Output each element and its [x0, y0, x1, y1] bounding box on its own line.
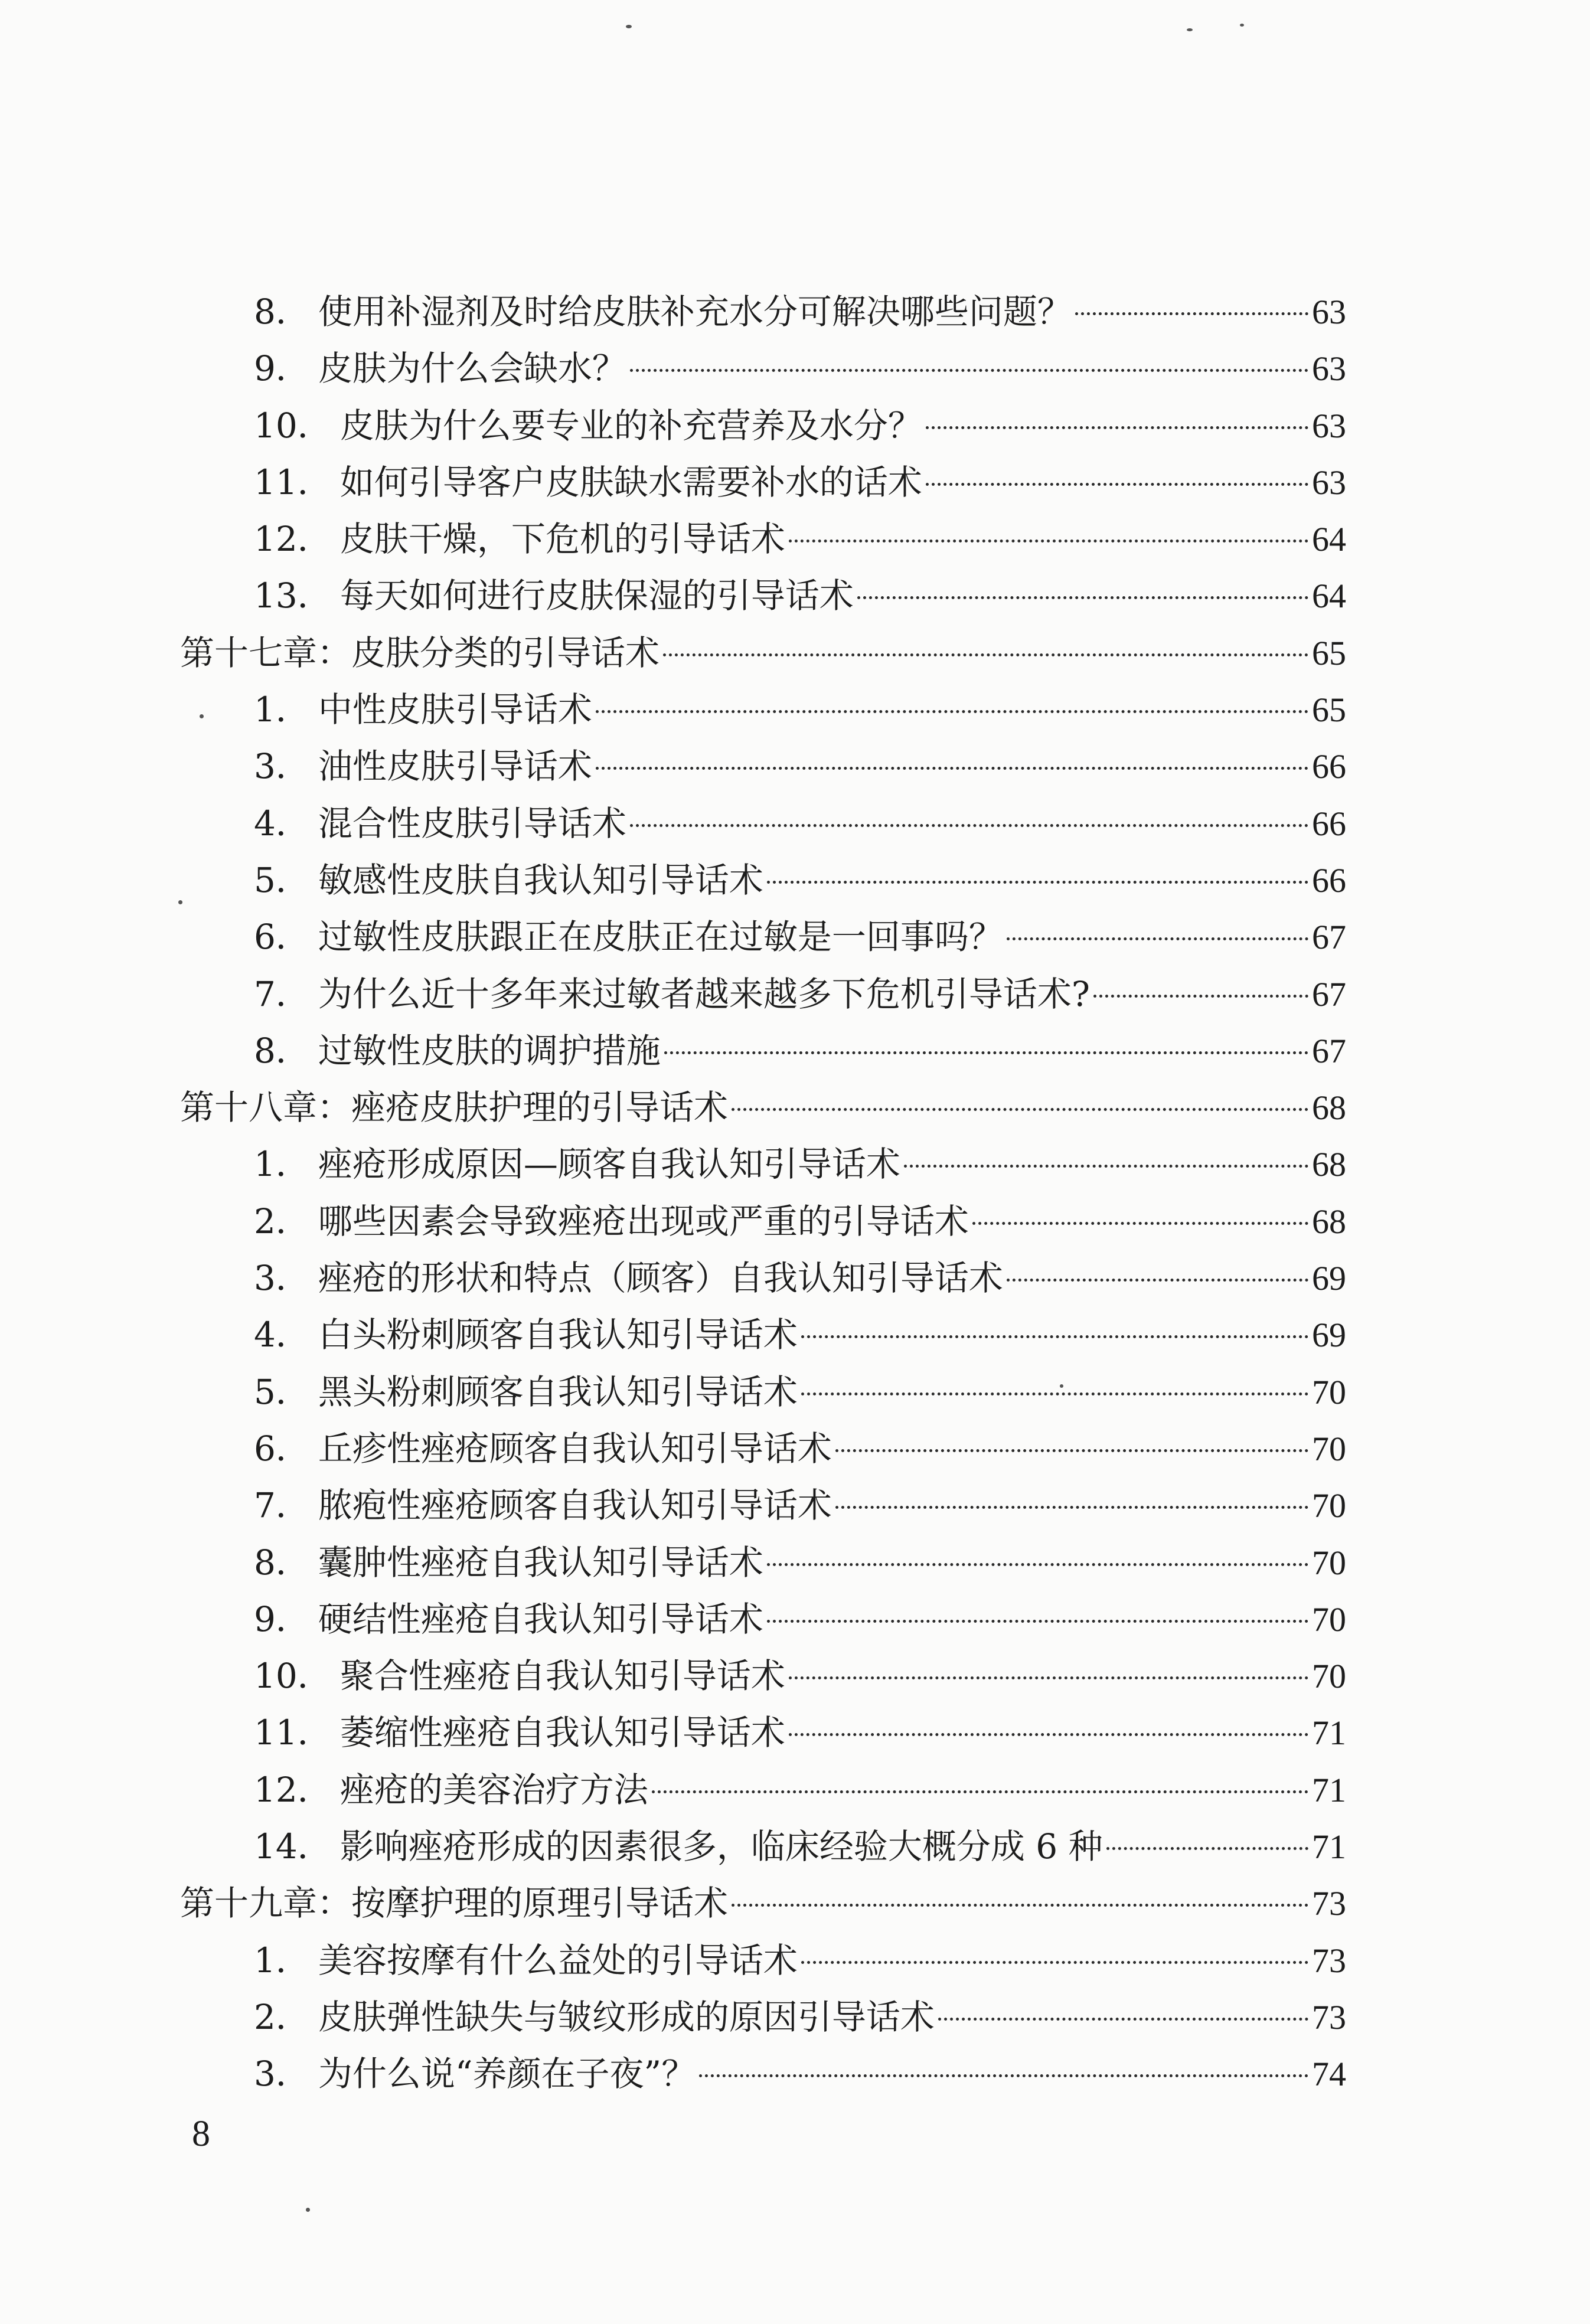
toc-page-number: 73 — [1312, 1941, 1346, 1980]
toc-item-number: 7． — [254, 1485, 310, 1526]
scan-speck — [178, 900, 182, 904]
toc-item-row — [177, 1818, 1346, 1875]
toc-chapter-row — [177, 1079, 1346, 1136]
toc-page-number: 74 — [1312, 2055, 1346, 2094]
toc-page-number: 70 — [1312, 1372, 1346, 1411]
toc-item-title: 敏感性皮肤自我认知引导话术 — [318, 859, 763, 900]
leader-dots — [767, 1563, 1308, 1566]
toc-item-number: 4． — [254, 1315, 310, 1355]
toc-chapter-title: 第十九章：按摩护理的原理引导话术 — [180, 1883, 729, 1924]
leader-dots — [732, 1108, 1308, 1111]
toc-item-row — [177, 1989, 1346, 2045]
leader-dots — [938, 2018, 1308, 2021]
toc-page-number: 70 — [1312, 1600, 1346, 1639]
toc-item-number: 13． — [254, 576, 332, 616]
toc-item-title: 影响痤疮形成的因素很多，临床经验大概分成 6 种 — [339, 1826, 1103, 1867]
toc-item-title: 过敏性皮肤跟正在皮肤正在过敏是一回事吗？ — [318, 917, 1003, 957]
toc-page-number: 63 — [1312, 463, 1346, 502]
toc-item-title: 中性皮肤引导话术 — [318, 689, 592, 730]
leader-dots — [835, 1449, 1308, 1452]
toc-item-row — [177, 397, 1346, 454]
toc-page-number: 63 — [1312, 349, 1346, 388]
toc-chapter-row — [177, 625, 1346, 681]
leader-dots — [1106, 1847, 1308, 1850]
scan-speck — [306, 2208, 310, 2212]
scan-speck — [1240, 24, 1244, 27]
toc-page-number: 67 — [1312, 975, 1346, 1014]
toc-page-number: 73 — [1312, 1884, 1346, 1923]
leader-dots — [732, 1904, 1308, 1907]
toc-item-number: 10． — [254, 1656, 332, 1697]
toc-item-row — [177, 2045, 1346, 2102]
toc-item-row — [177, 908, 1346, 965]
toc-item-row — [177, 1704, 1346, 1761]
toc-item-row — [177, 1250, 1346, 1306]
leader-dots — [789, 540, 1308, 542]
toc-page-number: 63 — [1312, 293, 1346, 331]
toc-page-number: 66 — [1312, 747, 1346, 786]
toc-page-number: 68 — [1312, 1089, 1346, 1127]
leader-dots — [596, 767, 1308, 770]
toc-item-title: 皮肤为什么会缺水？ — [318, 348, 626, 389]
toc-item-title: 脓疱性痤疮顾客自我认知引导话术 — [318, 1485, 832, 1526]
toc-item-title: 丘疹性痤疮顾客自我认知引导话术 — [318, 1428, 832, 1469]
toc-item-title: 为什么近十多年来过敏者越来越多下危机引导话术? — [318, 973, 1091, 1014]
toc-item-number: 2． — [254, 1996, 310, 2037]
toc-page-number: 69 — [1312, 1259, 1346, 1298]
toc-page-number: 68 — [1312, 1145, 1346, 1184]
toc-item-number: 1． — [254, 689, 310, 730]
toc-item-number: 3． — [254, 1258, 310, 1299]
toc-item-row — [177, 1932, 1346, 1989]
leader-dots — [926, 426, 1308, 429]
leader-dots — [1075, 312, 1308, 315]
toc-item-number: 11． — [254, 462, 332, 502]
leader-dots — [972, 1222, 1308, 1225]
toc-item-row — [177, 1136, 1346, 1192]
scan-speck — [1187, 28, 1193, 31]
toc-item-title: 聚合性痤疮自我认知引导话术 — [339, 1656, 785, 1697]
toc-item-title: 混合性皮肤引导话术 — [318, 803, 626, 844]
leader-dots — [1007, 937, 1308, 940]
toc-item-title: 硬结性痤疮自我认知引导话术 — [318, 1599, 763, 1639]
toc-item-number: 3． — [254, 2054, 310, 2094]
leader-dots — [663, 653, 1308, 656]
toc-item-number: 11． — [254, 1712, 332, 1753]
toc-item-number: 8． — [254, 292, 310, 332]
toc-item-title: 痤疮形成原因—顾客自我认知引导话术 — [318, 1144, 900, 1185]
leader-dots — [835, 1506, 1308, 1509]
toc-item-title: 皮肤干燥，下危机的引导话术 — [339, 519, 785, 560]
toc-item-row — [177, 1534, 1346, 1591]
toc-chapter-title: 第十七章：皮肤分类的引导话术 — [180, 632, 660, 673]
toc-item-title: 皮肤为什么要专业的补充营养及水分？ — [339, 405, 922, 446]
toc-item-title: 过敏性皮肤的调护措施 — [318, 1030, 661, 1071]
toc-item-number: 9． — [254, 348, 310, 389]
toc-item-row — [177, 1306, 1346, 1363]
toc-item-title: 哪些因素会导致痤疮出现或严重的引导话术 — [318, 1201, 969, 1241]
toc-item-number: 5． — [254, 859, 310, 900]
leader-dots — [630, 824, 1308, 827]
leader-dots — [801, 1393, 1308, 1395]
toc-page-number: 70 — [1312, 1657, 1346, 1696]
toc-item-row — [177, 738, 1346, 795]
toc-item-title: 萎缩性痤疮自我认知引导话术 — [339, 1712, 785, 1753]
leader-dots — [789, 1676, 1308, 1679]
toc-page-number: 63 — [1312, 406, 1346, 445]
leader-dots — [767, 881, 1308, 884]
toc-item-number: 10． — [254, 405, 332, 446]
toc-item-number: 12． — [254, 519, 332, 560]
toc-item-title: 每天如何进行皮肤保湿的引导话术 — [339, 576, 854, 616]
toc-item-row — [177, 1648, 1346, 1704]
leader-dots — [1093, 995, 1308, 998]
toc-item-number: 7． — [254, 973, 310, 1014]
table-of-contents — [177, 283, 1346, 2103]
toc-page-number: 71 — [1312, 1714, 1346, 1753]
toc-item-title: 美容按摩有什么益处的引导话术 — [318, 1940, 798, 1980]
scan-speck — [1060, 1384, 1063, 1388]
toc-item-number: 4． — [254, 803, 310, 844]
scan-speck — [200, 714, 204, 718]
leader-dots — [652, 1790, 1308, 1793]
toc-item-number: 12． — [254, 1769, 332, 1810]
toc-item-number: 5． — [254, 1371, 310, 1412]
leader-dots — [630, 369, 1308, 372]
toc-item-number: 8． — [254, 1542, 310, 1583]
toc-item-title: 痤疮的形状和特点（顾客）自我认知引导话术 — [318, 1258, 1003, 1299]
leader-dots — [926, 483, 1308, 486]
toc-page-number: 66 — [1312, 861, 1346, 900]
toc-item-row — [177, 1477, 1346, 1534]
toc-item-number: 6． — [254, 917, 310, 957]
toc-page-number: 69 — [1312, 1316, 1346, 1355]
leader-dots — [801, 1335, 1308, 1338]
toc-item-row — [177, 1761, 1346, 1818]
toc-item-row — [177, 1364, 1346, 1420]
toc-page-number: 67 — [1312, 1031, 1346, 1070]
toc-item-title: 白头粉刺顾客自我认知引导话术 — [318, 1315, 798, 1355]
leader-dots — [904, 1165, 1308, 1168]
toc-page-number: 65 — [1312, 691, 1346, 730]
toc-item-number: 14． — [254, 1826, 332, 1867]
toc-item-row — [177, 795, 1346, 852]
leader-dots — [699, 2074, 1308, 2077]
toc-item-number: 3． — [254, 746, 310, 787]
toc-chapter-row — [177, 1875, 1346, 1931]
toc-item-row — [177, 454, 1346, 511]
toc-page-number: 71 — [1312, 1828, 1346, 1867]
leader-dots — [596, 710, 1308, 713]
toc-item-row — [177, 1420, 1346, 1477]
toc-item-number: 1． — [254, 1144, 310, 1185]
toc-item-row — [177, 1193, 1346, 1250]
toc-item-number: 8． — [254, 1030, 310, 1071]
toc-item-title: 囊肿性痤疮自我认知引导话术 — [318, 1542, 763, 1583]
toc-item-row — [177, 681, 1346, 738]
toc-item-row — [177, 283, 1346, 340]
toc-page-number: 67 — [1312, 918, 1346, 957]
toc-page-number: 70 — [1312, 1486, 1346, 1525]
toc-page-number: 68 — [1312, 1202, 1346, 1241]
toc-page-number: 65 — [1312, 633, 1346, 672]
leader-dots — [789, 1733, 1308, 1736]
leader-dots — [767, 1620, 1308, 1623]
toc-item-row — [177, 852, 1346, 908]
toc-item-title: 为什么说“养颜在子夜”？ — [318, 2054, 696, 2094]
toc-item-row — [177, 1591, 1346, 1648]
toc-page-number: 71 — [1312, 1770, 1346, 1809]
toc-item-title: 皮肤弹性缺失与皱纹形成的原因引导话术 — [318, 1996, 935, 2037]
leader-dots — [664, 1051, 1308, 1054]
toc-item-title: 黑头粉刺顾客自我认知引导话术 — [318, 1371, 798, 1412]
toc-item-row — [177, 511, 1346, 567]
page-number: 8 — [192, 2114, 210, 2154]
leader-dots — [857, 596, 1308, 599]
leader-dots — [801, 1961, 1308, 1964]
toc-page-number: 70 — [1312, 1543, 1346, 1582]
toc-item-title: 如何引导客户皮肤缺水需要补水的话术 — [339, 462, 922, 502]
toc-item-row — [177, 1022, 1346, 1079]
toc-item-title: 使用补湿剂及时给皮肤补充水分可解决哪些问题？ — [318, 292, 1072, 332]
toc-page-number: 64 — [1312, 520, 1346, 559]
toc-page-number: 66 — [1312, 804, 1346, 843]
toc-item-row — [177, 966, 1346, 1022]
toc-item-title: 油性皮肤引导话术 — [318, 746, 592, 787]
toc-chapter-title: 第十八章：痤疮皮肤护理的引导话术 — [180, 1087, 729, 1128]
toc-item-number: 1． — [254, 1940, 310, 1980]
toc-item-row — [177, 567, 1346, 624]
toc-item-number: 2． — [254, 1201, 310, 1241]
toc-page-number: 64 — [1312, 577, 1346, 616]
toc-page-number: 70 — [1312, 1429, 1346, 1468]
toc-item-title: 痤疮的美容治疗方法 — [339, 1769, 648, 1810]
toc-item-row — [177, 340, 1346, 397]
toc-page-number: 73 — [1312, 1998, 1346, 2037]
leader-dots — [1007, 1279, 1308, 1282]
scan-speck — [626, 25, 632, 28]
toc-item-number: 6． — [254, 1428, 310, 1469]
toc-item-number: 9． — [254, 1599, 310, 1639]
